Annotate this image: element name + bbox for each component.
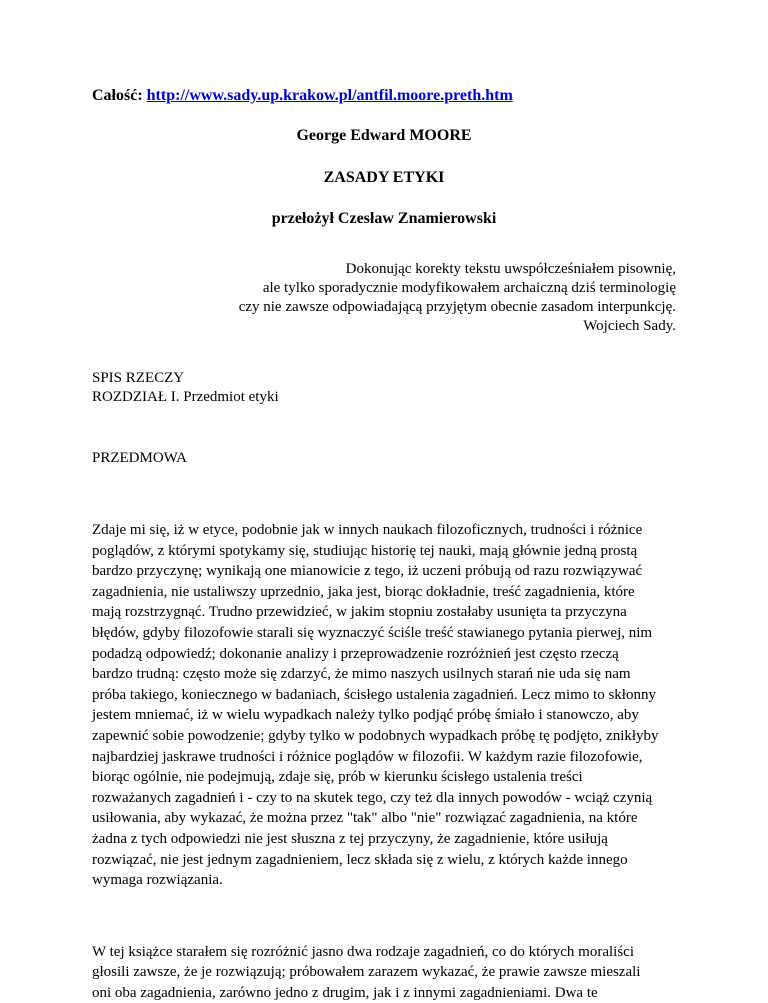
text-line: biorąc ogólnie, nie podejmują, zdaje się, prób w kierunku ścisłego ustalenia treści xyxy=(92,769,583,786)
source-line xyxy=(92,86,676,106)
translator-line: przełożył Czesław Znamierowski xyxy=(271,210,497,227)
toc-heading: SPIS RZECZY xyxy=(92,370,185,386)
table-of-contents xyxy=(92,369,676,407)
document-page xyxy=(92,86,676,1003)
text-line: podadzą odpowiedź; dokonanie analizy i przeprowadzenie rozróżnień jest często rzeczą xyxy=(92,645,619,662)
editor-note xyxy=(92,260,676,336)
text-line: mają rozstrzygnąć. Trudno przewidzieć, w jakim stopniu zostałaby usunięta ta przyczyna xyxy=(92,604,627,621)
document-title: ZASADY ETYKI xyxy=(323,169,445,186)
text-line: głosili zawsze, że je rozwiązują; próbowałem zarazem wykazać, że prawie zawsze mieszali xyxy=(92,964,641,981)
source-label: Całość: xyxy=(92,87,143,104)
text-line: rozważanych zagadnień i - czy to na skutek tego, czy też dla innych powodów - wciąż czynią xyxy=(92,789,653,806)
editor-note-line: Dokonując korekty tekstu uwspółcześniałem pisownię, xyxy=(345,261,676,277)
text-line: bardzo przyczynę; wynikają one mianowicie z tego, iż uczeni próbują od razu rozwiązywać xyxy=(92,563,643,580)
text-line: W tej książce starałem się rozróżnić jasno dwa rodzaje zagadnień, co do których moraliści xyxy=(92,943,634,960)
preface-heading: PRZEDMOWA xyxy=(92,450,188,466)
text-line: usiłowania, aby wykazać, że można przez "tak" albo "nie" rozwiązać zagadnienia, na które xyxy=(92,810,638,827)
text-line: poglądów, z którymi spotykamy się, studiując historię tej nauki, mają głównie jedną prostą xyxy=(92,542,638,559)
source-link[interactable]: http://www.sady.up.krakow.pl/antfil.moore.preth.htm xyxy=(146,87,513,104)
text-line: bardzo trudną: często może się zdarzyć, że mimo naszych usilnych starań nie uda się nam xyxy=(92,666,631,683)
text-line: wymaga rozwiązania. xyxy=(92,872,223,889)
editor-note-line: ale tylko sporadycznie modyfikowałem archaiczną dziś terminologię xyxy=(262,280,676,296)
text-line: błędów, gdyby filozofowie starali się wyznaczyć ściśle treść stawianego pytania pierwej, nim xyxy=(92,624,653,641)
text-line: próba takiego, koniecznego w badaniach, ścisłego ustalenia zagadnień. Lecz mimo to skłonny xyxy=(92,686,656,703)
editor-note-line: czy nie zawsze odpowiadającą przyjętym obecnie zasadom interpunkcję. xyxy=(238,299,676,315)
text-line: zapewnić sobie powodzenie; gdyby tylko w podobnych wypadkach próbę tę podjęto, znikłyby xyxy=(92,727,659,744)
text-line: oni oba zagadnienia, zarówno jedno z drugim, jak i z innymi zagadnieniami. Dwa te xyxy=(92,984,598,1001)
text-line: zagadnienia, nie ustaliwszy uprzednio, jaka jest, biorąc dokładnie, treść zagadnienia, które xyxy=(92,583,635,600)
author-name: George Edward MOORE xyxy=(296,127,472,144)
text-line: żadna z tych odpowiedzi nie jest słuszna z tej przyczyny, że zagadnienie, które usiłują xyxy=(92,830,608,847)
text-line: Zdaje mi się, iż w etyce, podobnie jak w innych naukach filozoficznych, trudności i różnice xyxy=(92,522,643,538)
paragraph-1 xyxy=(92,520,676,891)
text-line: najbardziej jaskrawe trudności i różnice poglądów w filozofii. W każdym razie filozofowie, xyxy=(92,748,643,765)
text-line: rozwiązać, nie jest jednym zagadnieniem, lecz składa się z wielu, z których każde innego xyxy=(92,851,628,868)
text-line: jestem mniemać, iż w wielu wypadkach należy tylko podjąć próbę śmiało i stanowczo, aby xyxy=(92,707,639,724)
toc-item-chapter-1[interactable]: ROZDZIAŁ I. Przedmiot etyki xyxy=(92,389,279,405)
editor-signature: Wojciech Sady. xyxy=(583,318,676,334)
